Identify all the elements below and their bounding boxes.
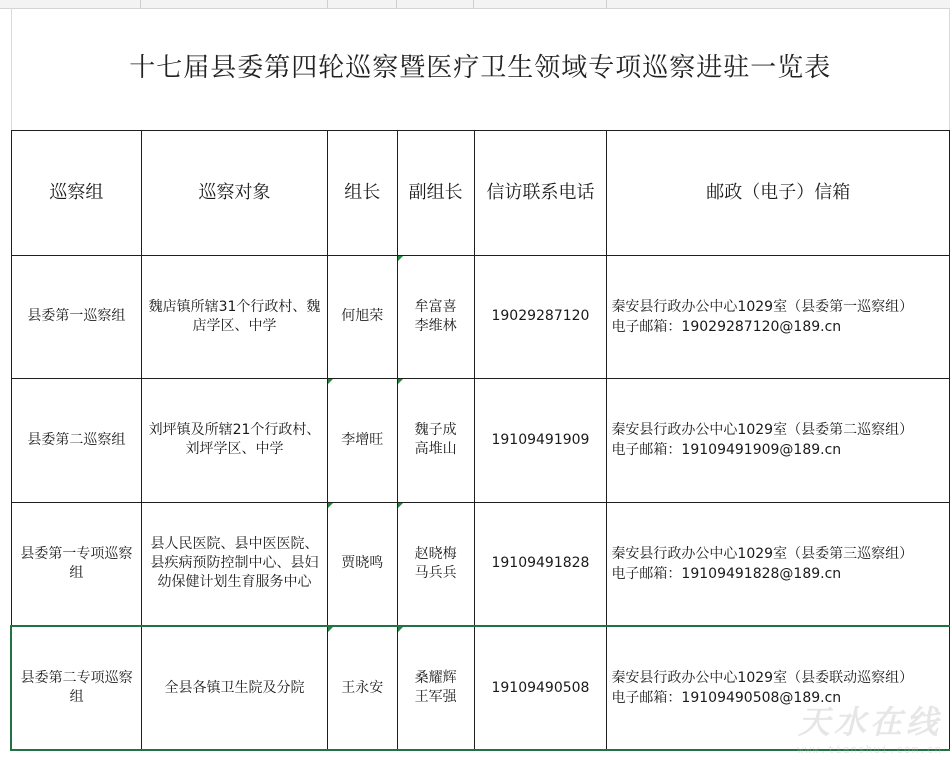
deputy-cell[interactable] xyxy=(397,255,474,378)
watermark-url: www.tianshui.com.cn xyxy=(797,743,942,756)
phone-cell[interactable]: 19029287120 xyxy=(474,255,607,378)
leader-cell[interactable]: 李增旺 xyxy=(327,378,397,502)
mail-cell[interactable] xyxy=(607,378,950,502)
phone-cell[interactable]: 19109491909 xyxy=(474,378,607,502)
mail-cell[interactable] xyxy=(607,626,950,750)
mail-address: 秦安县行政办公中心1029室（县委第一巡察组） xyxy=(611,298,914,315)
deputy-name: 王军强 xyxy=(414,689,457,705)
leader-cell[interactable]: 贾晓鸣 xyxy=(327,502,397,626)
mail-cell[interactable] xyxy=(607,502,950,626)
target-cell[interactable]: 魏店镇所辖31个行政村、魏店学区、中学 xyxy=(142,255,328,378)
header-leader[interactable]: 组长 xyxy=(327,130,397,255)
group-cell[interactable]: 县委第二专项巡察组 xyxy=(11,626,142,750)
group-cell[interactable]: 县委第二巡察组 xyxy=(11,378,142,502)
header-row xyxy=(11,130,950,255)
deputy-name: 牟富喜 xyxy=(414,298,457,315)
mail-email: 电子邮箱：19029287120@189.cn xyxy=(611,318,842,335)
group-cell[interactable]: 县委第一专项巡察组 xyxy=(11,502,142,626)
deputy-name: 魏子成 xyxy=(414,422,457,438)
table-row xyxy=(11,378,950,502)
header-phone[interactable]: 信访联系电话 xyxy=(474,130,607,255)
target-cell[interactable]: 县人民医院、县中医医院、县疾病预防控制中心、县妇幼保健计划生育服务中心 xyxy=(142,502,328,626)
header-target[interactable]: 巡察对象 xyxy=(142,130,328,255)
deputy-cell[interactable] xyxy=(397,502,474,626)
header-mail[interactable]: 邮政（电子）信箱 xyxy=(607,130,950,255)
deputy-name: 桑耀辉 xyxy=(414,670,457,686)
mail-address: 秦安县行政办公中心1029室（县委第二巡察组） xyxy=(611,422,914,438)
header-deputy[interactable]: 副组长 xyxy=(397,130,474,255)
mail-cell[interactable] xyxy=(607,255,950,378)
table-title[interactable]: 十七届县委第四轮巡察暨医疗卫生领域专项巡察进驻一览表 xyxy=(11,8,950,130)
deputy-name: 高堆山 xyxy=(414,441,457,457)
target-cell[interactable]: 刘坪镇及所辖21个行政村、刘坪学区、中学 xyxy=(142,378,328,502)
deputy-name: 马兵兵 xyxy=(414,564,457,581)
table-row xyxy=(11,502,950,626)
mail-email: 电子邮箱：19109490508@189.cn xyxy=(611,690,842,706)
target-cell[interactable]: 全县各镇卫生院及分院 xyxy=(142,626,328,750)
deputy-name: 李维林 xyxy=(414,317,457,334)
leader-cell[interactable]: 王永安 xyxy=(327,626,397,750)
deputy-cell[interactable] xyxy=(397,378,474,502)
mail-address: 秦安县行政办公中心1029室（县委联动巡察组） xyxy=(611,670,914,686)
header-group[interactable]: 巡察组 xyxy=(11,130,142,255)
inspection-table xyxy=(10,8,950,751)
mail-address: 秦安县行政办公中心1029室（县委第三巡察组） xyxy=(611,545,914,562)
table-row xyxy=(11,255,950,378)
group-cell[interactable]: 县委第一巡察组 xyxy=(11,255,142,378)
phone-cell[interactable]: 19109491828 xyxy=(474,502,607,626)
phone-cell[interactable]: 19109490508 xyxy=(474,626,607,750)
leader-cell[interactable]: 何旭荣 xyxy=(327,255,397,378)
mail-email: 电子邮箱：19109491909@189.cn xyxy=(611,442,842,458)
deputy-cell[interactable] xyxy=(397,626,474,750)
mail-email: 电子邮箱：19109491828@189.cn xyxy=(611,565,842,582)
deputy-name: 赵晓梅 xyxy=(414,545,457,562)
spreadsheet-table-container xyxy=(10,8,950,751)
table-row-selected xyxy=(11,626,950,750)
watermark-text: 天水在线 xyxy=(797,703,942,741)
